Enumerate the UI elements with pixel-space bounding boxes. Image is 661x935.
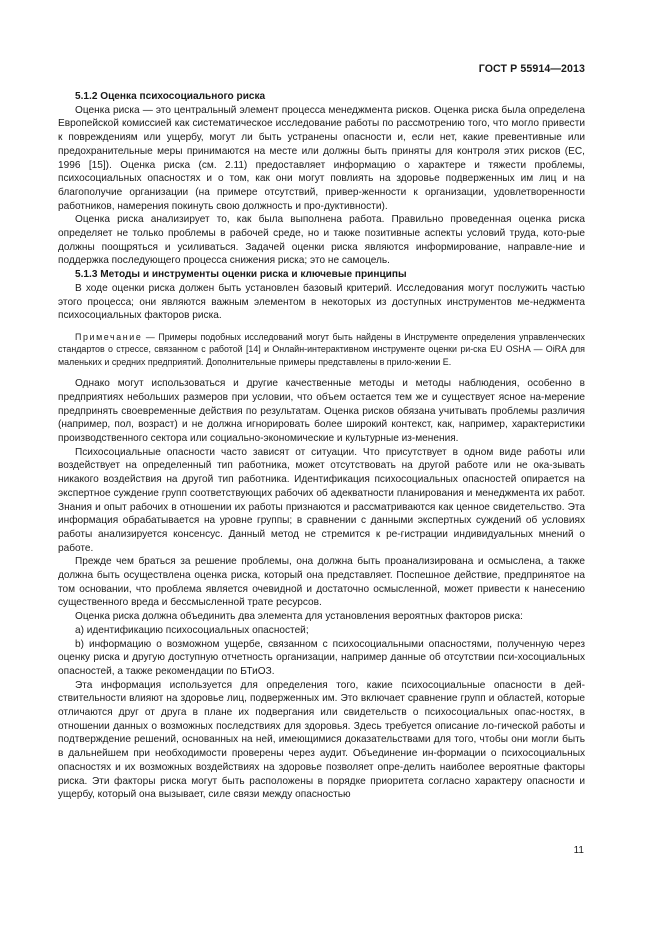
section-5-1-3-heading: 5.1.3 Методы и инструменты оценки риска и ключевые принципы — [75, 269, 407, 281]
section-5-1-2-heading: 5.1.2 Оценка психосоциального риска — [75, 91, 266, 102]
section-5-1-2-paragraph-2: Оценка риска анализирует то, как была выполнена работа. Правильно проведенная оценка риска определяет не только проблемы в рабочей среде, но и также позитивные аспекты условий труда, кото-рые должны поощряться и усиливаться. Задачей оценки риска являются информирование, направле-ние и поддержка последующего процесса снижения риска; это не самоцель. — [58, 214, 585, 267]
list-item-a: а) идентификацию психосоциальных опасностей; — [75, 624, 309, 636]
section-5-1-3-paragraph-1: В ходе оценки риска должен быть установлен базовый критерий. Исследования могут послужить частью этого процесса; они являются важным элементом в некоторых из доступных инструментов ме-неджмента психосоциальных факторов риска. — [58, 282, 585, 322]
standard-number-header: ГОСТ Р 55914—2013 — [478, 63, 585, 75]
section-5-1-3-paragraph-4: Прежде чем браться за решение проблемы, она должна быть проанализирована и осмыслена, а также должна быть осуществлена оценка риска, который она представляет. Поспешное действие, предпринятое на том основании, что проблема является очевидной и достаточно осмысленной, может привести к нанесению существенного вреда и бессмысленной трате ресурсов. — [58, 556, 585, 609]
section-5-1-3-paragraph-6: Эта информация используется для определения того, какие психосоциальные опасности в дей-ствительности влияют на здоровье лиц, подверженных им. Это включает сравнение групп и областей, которые отличаются друг от друга в плане их подвергания или свидетельств о психосоциальных опас-ностях, в отношении данных о возможных последствиях для здоровья. Здесь требуется описание ло-гической работы и подтверждение решений, основанных на ней, имеющимися доказательствами для того, чтобы они могли быть в дальнейшем при необходимости проверены через аудит. Объединение ин-формации о психосоциальных опасностях и их возможных воздействиях на здоровье позволяет опре-делить наиболее вероятные факторы риска. Эти факторы риска могут быть расположены в порядке приоритета согласно характеру опасности и ущербу, который она вызывает, силе связи между опасностью — [58, 679, 585, 801]
page-content — [58, 90, 585, 802]
page-number: 11 — [573, 845, 584, 856]
note-text: — Примеры подобных исследований могут быть найдены в Инструменте определения управленческих стандартов о стрессе, связанном с работой [14] и Онлайн-интерактивном инструменте оценки ри-ска EU OSHA — OiRA для маленьких и средних предприятий. Дополнительные примеры представлены в прило-жении Е. — [58, 331, 585, 367]
section-5-1-3-paragraph-5: Оценка риска должна объединить два элемента для установления вероятных факторов риска: — [75, 611, 523, 623]
section-5-1-2-paragraph-1: Оценка риска — это центральный элемент процесса менеджмента рисков. Оценка риска была определена Европейской комиссией как систематическое исследование работы по рассмотрению того, что могло привести к повреждениям или ущербу, могут ли быть устранены опасности и, если нет, какие превентивные или предохранительные меры принимаются на месте или должны быть приняты для контроля этих рисков (EC, 1996 [15]). Оценка риска (см. 2.11) предоставляет информацию о характере и тяжести проблемы, психосоциальных опасностях и о том, как они могут повлиять на здоровье подверженных им лиц и на благополучие организации (на примере отсутствий, привер-женности к организации, удовлетворенности работников, намерения покинуть свою должность и про-дуктивности). — [58, 104, 585, 212]
list-item-b: b) информацию о возможном ущербе, связанном с психосоциальными опасностями, полученную через оценку риска и другую доступную отчетность организации, например данные об отсутствии пси-хосоциальных опасностей, а также рекомендации по БТиОЗ. — [58, 638, 585, 677]
note-block — [58, 331, 585, 368]
section-5-1-3-paragraph-2: Однако могут использоваться и другие качественные методы и методы наблюдения, особенно в предприятиях небольших размеров при условии, что объем остается тем же и существует ясное на-мерение предпринять своевременные действия по результатам. Оценка рисков обязана учитывать проблемы различия (например, пол, возраст) и не должна игнорировать более широкий контекст, как, например, характеристики производственного сектора или социально-экономические и культурные из-менения. — [58, 378, 585, 444]
note-label: Примечание — [75, 331, 143, 342]
section-5-1-3-paragraph-3: Психосоциальные опасности часто зависят от ситуации. Что присутствует в одном виде работы или воздействует на определенный тип работника, может отсутствовать на другой работе или не ока-зывать никакого воздействия на другой тип работника. Идентификация психосоциальных опасностей опирается на экспертное суждение групп соответствующих рабочих об адекватности планирования и менеджмента их работ. Знания и опыт рабочих в отношении их работы признаются и рассматриваются как ценное свидетельство. Эта информация обрабатывается на уровне группы; в сравнении с данными экспертных суждений об условиях работы анализируется консенсус. Данный метод не стремится к ре-гистрации индивидуальных мнений о работе. — [58, 446, 585, 554]
